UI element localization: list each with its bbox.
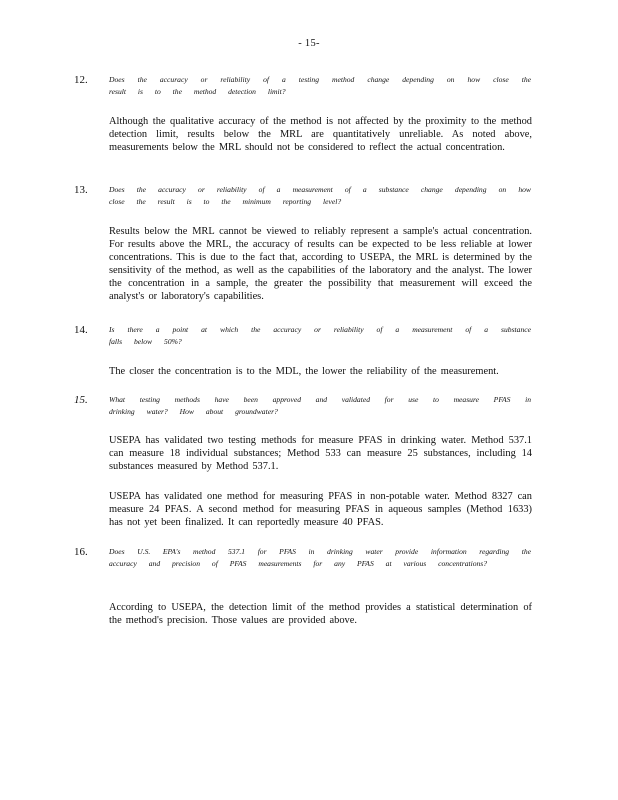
answer-paragraph: Results below the MRL cannot be viewed to reliably represent a sample's actual concentration. For results above the MRL, the accuracy of results can be expected to be less reliable at lower concentrations. This is due to the fact that, according to USEPA, the MRL is determined by the sensitivity of the method, as well as the capabilities of the laboratory and the analyst. The lower the concentration in a sample, the greater the possibility that measurement will exceed the analyst's or laboratory's capabilities. xyxy=(109,226,532,302)
answer-paragraph: The closer the concentration is to the MDL, the lower the reliability of the measurement. xyxy=(109,366,499,377)
question-text: Is there a point at which the accuracy or reliability of a measurement of a substance falls below 50%? xyxy=(109,325,531,346)
question-number: 13. xyxy=(74,184,88,196)
answer-paragraph: Although the qualitative accuracy of the method is not affected by the proximity to the method detection limit, results below the MRL are quantitatively unreliable. As noted above, measurements below the MRL should not be considered to reflect the actual concentration. xyxy=(109,116,532,153)
answer-paragraph: USEPA has validated two testing methods for measure PFAS in drinking water. Method 537.1 can measure 18 individual substances; Method 533 can measure 25 substances, including 14 substances measured by Method 537.1. xyxy=(109,435,532,472)
question-number: 16. xyxy=(74,546,88,558)
answer-paragraph: According to USEPA, the detection limit of the method provides a statistical determination of the method's precision. Those values are provided above. xyxy=(109,602,532,626)
question-text: Does the accuracy or reliability of a testing method change depending on how close the result is to the method detection limit? xyxy=(109,75,531,96)
question-number: 15. xyxy=(74,394,88,406)
question-text: Does U.S. EPA's method 537.1 for PFAS in drinking water provide information regarding the accuracy and precision of PFAS measurements for any PFAS at various concentrations? xyxy=(109,547,531,568)
question-number: 12. xyxy=(74,74,88,86)
question-text: What testing methods have been approved and validated for use to measure PFAS in drinking water? How about groundwater? xyxy=(109,395,531,416)
question-number: 14. xyxy=(74,324,88,336)
answer-paragraph: USEPA has validated one method for measuring PFAS in non-potable water. Method 8327 can measure 24 PFAS. A second method for measuring PFAS in aqueous samples (Method 1633) has not yet been finalized. It can reportedly measure 40 PFAS. xyxy=(109,491,532,528)
page-number: - 15- xyxy=(298,38,320,49)
question-text: Does the accuracy or reliability of a measurement of a substance change depending on how close the result is to the minimum reporting level? xyxy=(109,185,531,206)
